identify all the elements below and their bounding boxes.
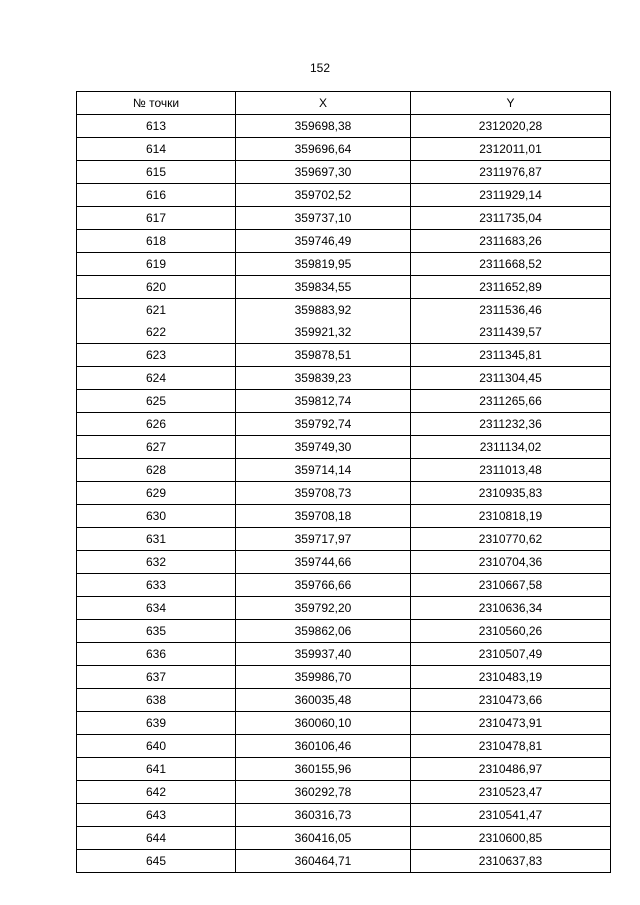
cell-point-number: 644: [77, 827, 236, 850]
cell-y: 2310935,83: [411, 482, 611, 505]
cell-x: 359714,14: [236, 459, 411, 482]
cell-x: 359702,52: [236, 184, 411, 207]
table-row: [77, 138, 611, 161]
cell-point-number: 615: [77, 161, 236, 184]
cell-y: 2311668,52: [411, 253, 611, 276]
cell-y: 2311265,66: [411, 390, 611, 413]
cell-y: 2311929,14: [411, 184, 611, 207]
table-header: [77, 92, 611, 115]
cell-point-number: 641: [77, 758, 236, 781]
cell-y: 2311652,89: [411, 276, 611, 299]
cell-x: 359744,66: [236, 551, 411, 574]
cell-y: 2312011,01: [411, 138, 611, 161]
table-row: [77, 620, 611, 643]
cell-point-number: 643: [77, 804, 236, 827]
cell-y: 2312020,28: [411, 115, 611, 138]
cell-x: 359708,73: [236, 482, 411, 505]
cell-point-number: 639: [77, 712, 236, 735]
cell-y: 2310473,91: [411, 712, 611, 735]
cell-y: 2310483,19: [411, 666, 611, 689]
cell-y: 2310667,58: [411, 574, 611, 597]
cell-x: 359717,97: [236, 528, 411, 551]
table-row: [77, 643, 611, 666]
cell-x: 359792,20: [236, 597, 411, 620]
cell-point-number: 629: [77, 482, 236, 505]
cell-x: 360416,05: [236, 827, 411, 850]
table-row: [77, 735, 611, 758]
cell-point-number: 617: [77, 207, 236, 230]
cell-point-number: 618: [77, 230, 236, 253]
cell-x: 359749,30: [236, 436, 411, 459]
cell-x: 359746,49: [236, 230, 411, 253]
cell-point-number: 620: [77, 276, 236, 299]
cell-x: 359696,64: [236, 138, 411, 161]
cell-point-number: 627: [77, 436, 236, 459]
cell-x: 359986,70: [236, 666, 411, 689]
cell-point-number: 622: [77, 321, 236, 344]
coordinates-table: [76, 91, 611, 873]
table-row: [77, 161, 611, 184]
table-row: [77, 781, 611, 804]
cell-x: 360106,46: [236, 735, 411, 758]
cell-point-number: 642: [77, 781, 236, 804]
table-row: [77, 827, 611, 850]
table-row: [77, 712, 611, 735]
cell-x: 360292,78: [236, 781, 411, 804]
cell-x: 360464,71: [236, 850, 411, 873]
table-row: [77, 597, 611, 620]
cell-x: 359766,66: [236, 574, 411, 597]
table-row: [77, 574, 611, 597]
cell-x: 359812,74: [236, 390, 411, 413]
page-number: 152: [309, 61, 331, 75]
cell-y: 2310636,34: [411, 597, 611, 620]
cell-y: 2311536,46: [411, 299, 611, 322]
cell-point-number: 636: [77, 643, 236, 666]
cell-x: 359839,23: [236, 367, 411, 390]
cell-x: 359697,30: [236, 161, 411, 184]
cell-y: 2311134,02: [411, 436, 611, 459]
cell-x: 359698,38: [236, 115, 411, 138]
cell-y: 2311345,81: [411, 344, 611, 367]
table-row: [77, 115, 611, 138]
cell-y: 2310818,19: [411, 505, 611, 528]
cell-point-number: 634: [77, 597, 236, 620]
cell-point-number: 613: [77, 115, 236, 138]
table-row: [77, 666, 611, 689]
cell-point-number: 640: [77, 735, 236, 758]
table-row: [77, 505, 611, 528]
cell-y: 2310704,36: [411, 551, 611, 574]
cell-x: 359883,92: [236, 299, 411, 322]
cell-point-number: 632: [77, 551, 236, 574]
cell-y: 2310507,49: [411, 643, 611, 666]
cell-point-number: 635: [77, 620, 236, 643]
cell-point-number: 630: [77, 505, 236, 528]
cell-x: 359819,95: [236, 253, 411, 276]
cell-y: 2310473,66: [411, 689, 611, 712]
table-row: [77, 184, 611, 207]
header-point-number: № точки: [77, 92, 236, 115]
cell-x: 360035,48: [236, 689, 411, 712]
table-row: [77, 367, 611, 390]
table-row: [77, 551, 611, 574]
cell-point-number: 623: [77, 344, 236, 367]
cell-y: 2310600,85: [411, 827, 611, 850]
cell-x: 359937,40: [236, 643, 411, 666]
cell-x: 359792,74: [236, 413, 411, 436]
header-y: Y: [411, 92, 611, 115]
cell-point-number: 633: [77, 574, 236, 597]
cell-x: 359708,18: [236, 505, 411, 528]
cell-point-number: 638: [77, 689, 236, 712]
cell-point-number: 625: [77, 390, 236, 413]
cell-y: 2310486,97: [411, 758, 611, 781]
table-row: [77, 689, 611, 712]
table-row: [77, 804, 611, 827]
cell-y: 2310478,81: [411, 735, 611, 758]
cell-point-number: 619: [77, 253, 236, 276]
cell-y: 2311232,36: [411, 413, 611, 436]
table-row: [77, 413, 611, 436]
cell-y: 2311976,87: [411, 161, 611, 184]
cell-x: 359737,10: [236, 207, 411, 230]
cell-x: 359878,51: [236, 344, 411, 367]
cell-x: 359921,32: [236, 321, 411, 344]
table-row: [77, 253, 611, 276]
table-row: [77, 528, 611, 551]
table-row: [77, 207, 611, 230]
cell-point-number: 631: [77, 528, 236, 551]
cell-y: 2310637,83: [411, 850, 611, 873]
table-row: [77, 758, 611, 781]
cell-x: 359862,06: [236, 620, 411, 643]
table-row: [77, 482, 611, 505]
cell-point-number: 624: [77, 367, 236, 390]
cell-y: 2310560,26: [411, 620, 611, 643]
table-row: [77, 276, 611, 299]
table-row: [77, 850, 611, 873]
cell-point-number: 628: [77, 459, 236, 482]
cell-y: 2310541,47: [411, 804, 611, 827]
cell-point-number: 614: [77, 138, 236, 161]
header-x: X: [236, 92, 411, 115]
table-row: [77, 390, 611, 413]
cell-point-number: 616: [77, 184, 236, 207]
header-row: [77, 92, 611, 115]
cell-y: 2311304,45: [411, 367, 611, 390]
cell-point-number: 637: [77, 666, 236, 689]
cell-y: 2311735,04: [411, 207, 611, 230]
cell-x: 359834,55: [236, 276, 411, 299]
cell-y: 2311013,48: [411, 459, 611, 482]
cell-x: 360316,73: [236, 804, 411, 827]
table-row: [77, 344, 611, 367]
table-row: [77, 321, 611, 344]
cell-point-number: 626: [77, 413, 236, 436]
cell-y: 2310523,47: [411, 781, 611, 804]
table-body: [77, 115, 611, 873]
table-row: [77, 459, 611, 482]
cell-x: 360155,96: [236, 758, 411, 781]
cell-point-number: 645: [77, 850, 236, 873]
table-row: [77, 299, 611, 322]
table-row: [77, 230, 611, 253]
cell-y: 2310770,62: [411, 528, 611, 551]
cell-x: 360060,10: [236, 712, 411, 735]
cell-y: 2311439,57: [411, 321, 611, 344]
table-row: [77, 436, 611, 459]
cell-point-number: 621: [77, 299, 236, 322]
cell-y: 2311683,26: [411, 230, 611, 253]
